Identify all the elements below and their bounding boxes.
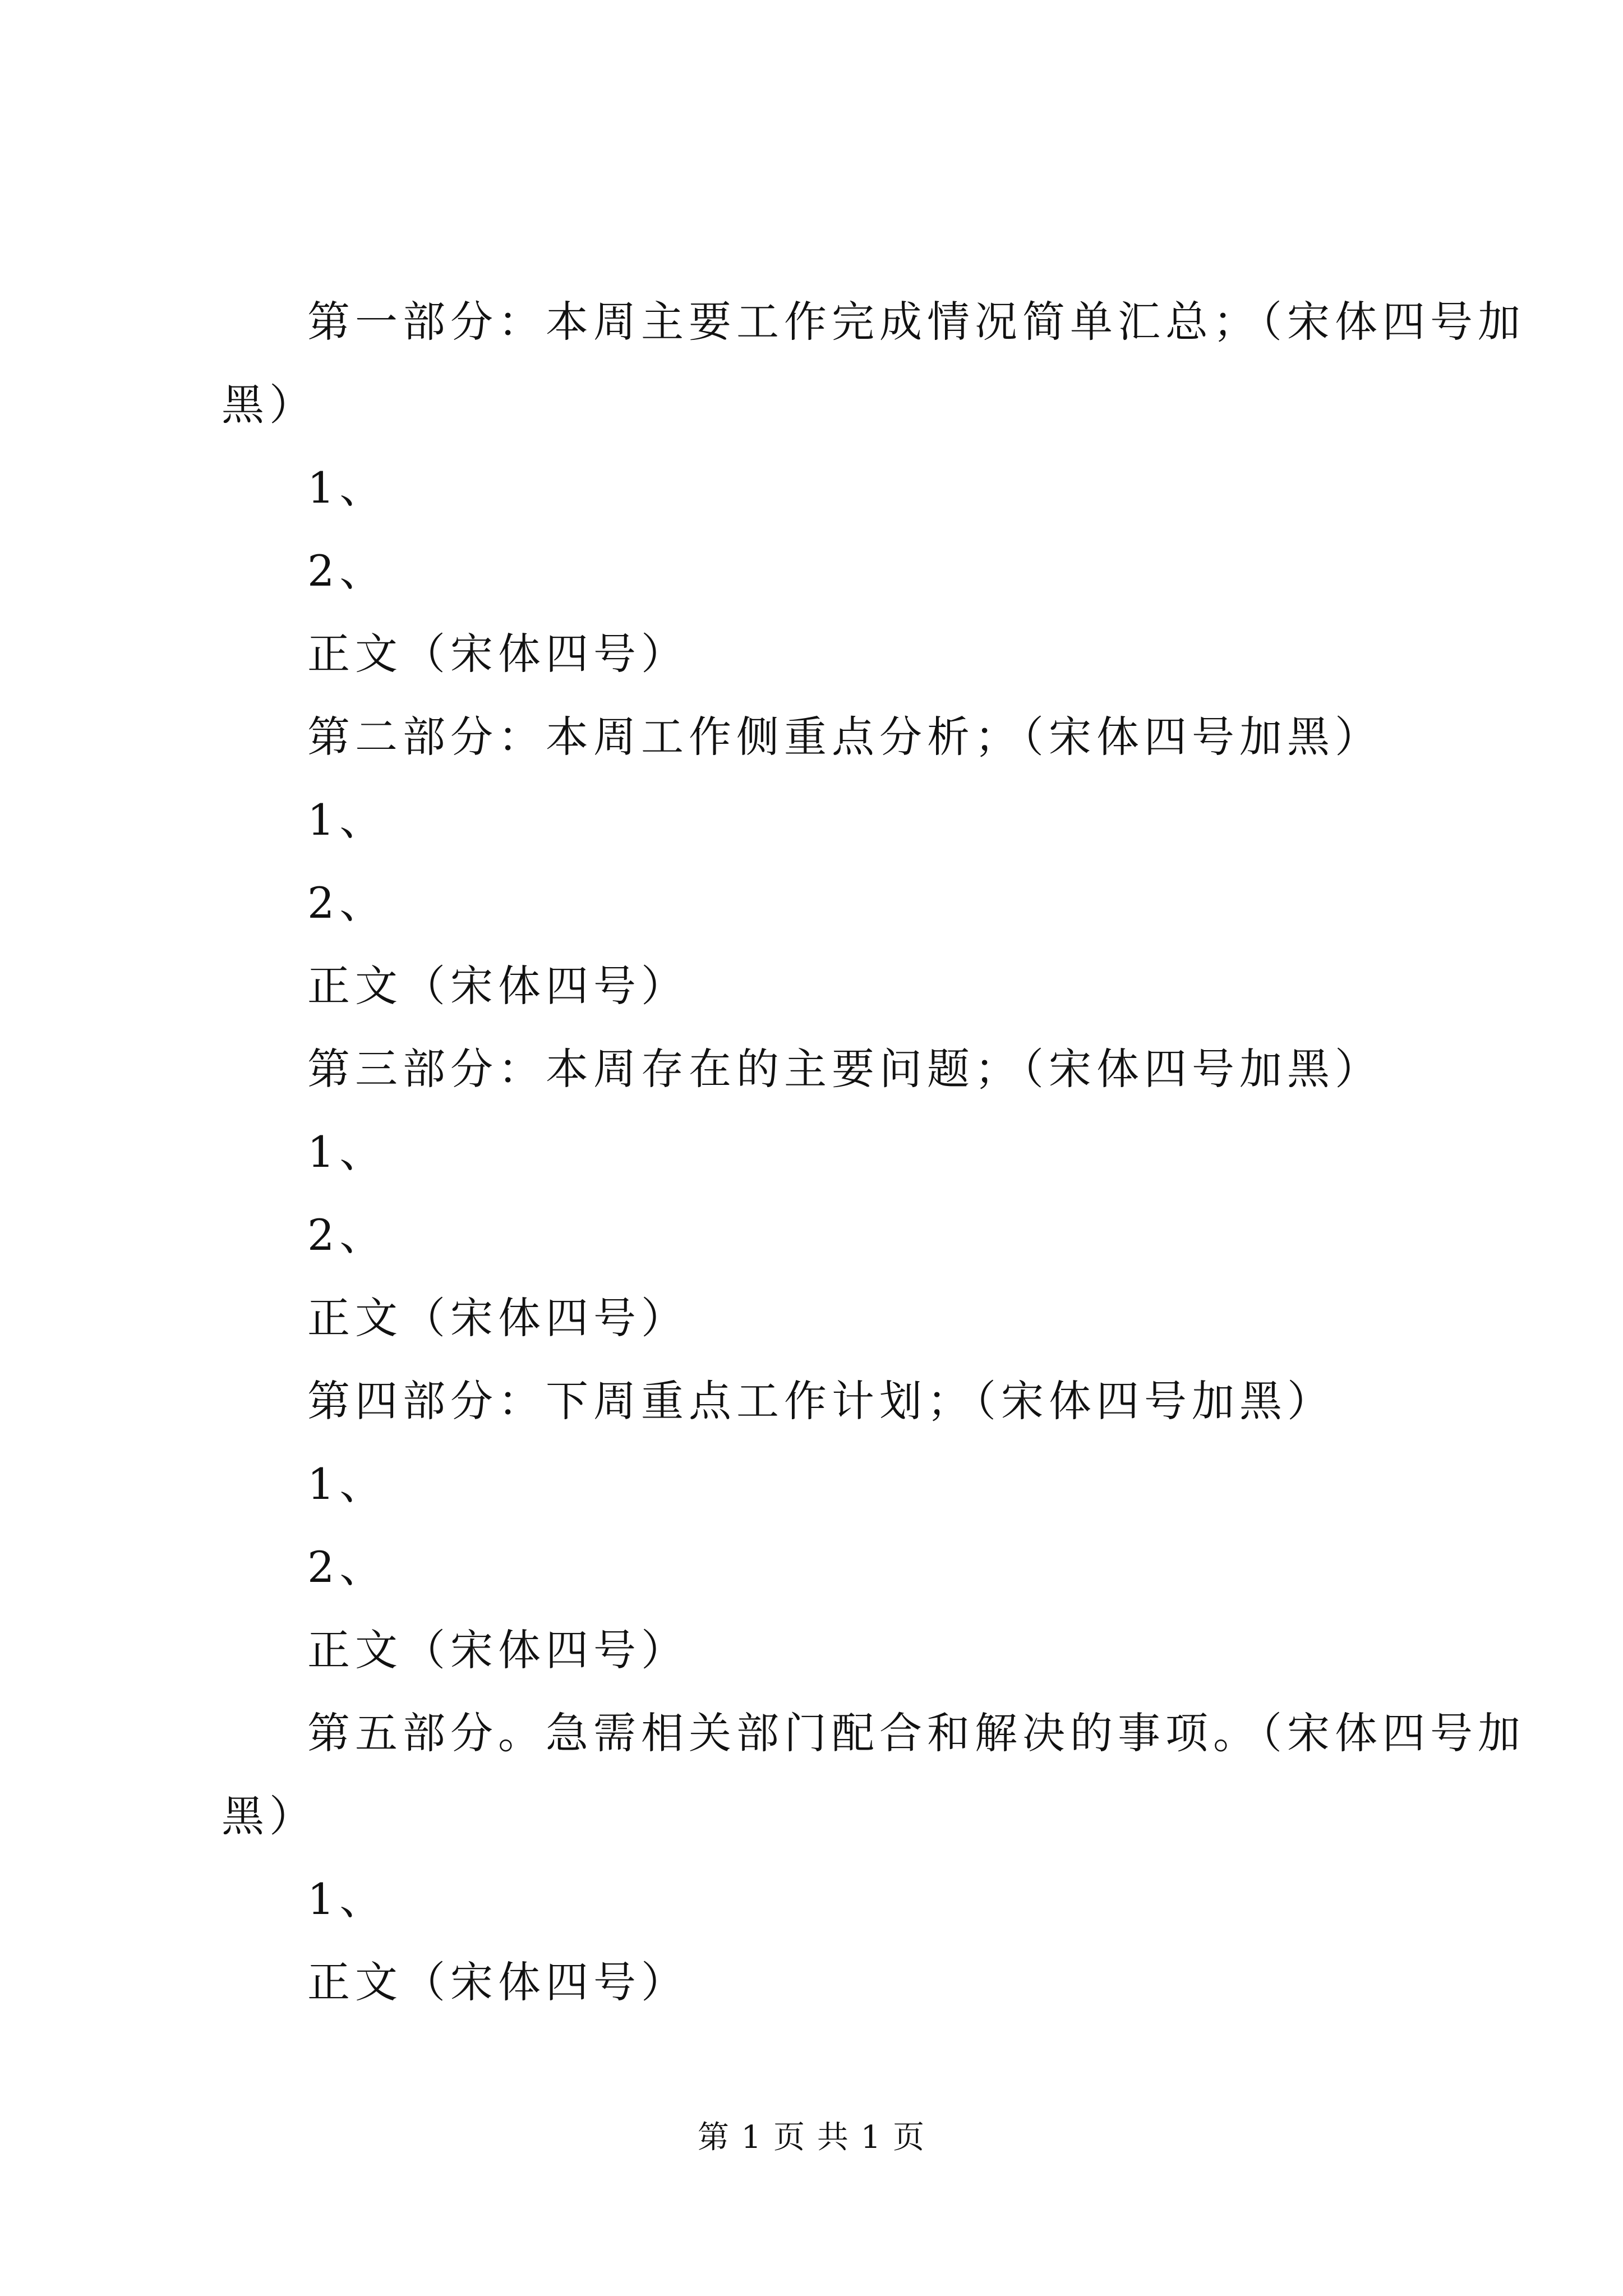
section-2-body: 正文（宋体四号） — [307, 961, 689, 1011]
section-4-item-1: 1、 — [307, 1459, 388, 1509]
document-body — [222, 280, 1525, 2024]
section-5-heading-continued: 黑） — [222, 1791, 317, 1841]
section-3-body: 正文（宋体四号） — [307, 1293, 689, 1343]
section-4-heading: 第四部分：下周重点工作计划；（宋体四号加黑） — [307, 1376, 1335, 1426]
section-1-item-2: 2、 — [307, 546, 388, 596]
section-3-heading: 第三部分：本周存在的主要问题；（宋体四号加黑） — [307, 1044, 1382, 1094]
section-5-item-1: 1、 — [307, 1874, 388, 1924]
section-4-item-2: 2、 — [307, 1542, 388, 1592]
section-1-item-1: 1、 — [307, 463, 388, 513]
section-2-item-2: 2、 — [307, 878, 388, 928]
section-5-heading: 第五部分。急需相关部门配合和解决的事项。（宋体四号加 — [307, 1708, 1525, 1758]
section-1-heading: 第一部分：本周主要工作完成情况简单汇总；（宋体四号加 — [307, 297, 1525, 347]
section-3-item-2: 2、 — [307, 1210, 388, 1260]
section-2-heading: 第二部分：本周工作侧重点分析；（宋体四号加黑） — [307, 712, 1382, 762]
section-1-body: 正文（宋体四号） — [307, 629, 689, 679]
section-3-item-1: 1、 — [307, 1127, 388, 1177]
section-2-item-1: 1、 — [307, 795, 388, 845]
section-1-heading-continued: 黑） — [222, 380, 317, 430]
section-4-body: 正文（宋体四号） — [307, 1625, 689, 1675]
section-5-body: 正文（宋体四号） — [307, 1957, 689, 2007]
page-footer: 第 1 页 共 1 页 — [697, 2119, 926, 2156]
